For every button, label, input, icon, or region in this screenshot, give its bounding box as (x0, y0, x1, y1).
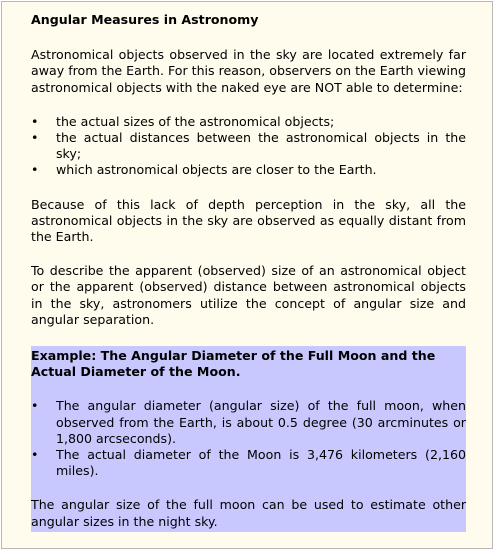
list-item (31, 162, 466, 178)
content-panel (1, 1, 493, 549)
bullet-icon: • (31, 113, 39, 129)
list-item (31, 398, 466, 447)
list-item-text: The actual diameter of the Moon is 3,476 kilometers (2,160 miles). (56, 447, 466, 479)
list-item (31, 447, 466, 479)
list-item (31, 130, 466, 162)
list-item-text: the actual distances between the astronomical objects in the sky; (56, 130, 466, 162)
limitations-list (31, 114, 466, 179)
example-title: Example: The Angular Diameter of the Full Moon and the Actual Diameter of the Moon. (31, 348, 436, 380)
intro-paragraph: Astronomical objects observed in the sky are located extremely far away from the Earth. For this reason, observers on the Earth viewing astronomical objects with the naked eye are NOT able to determine: (31, 47, 466, 95)
example-closing-paragraph: The angular size of the full moon can be used to estimate other angular sizes in the night sky. (31, 497, 466, 529)
article (31, 12, 466, 532)
list-item-text: the actual sizes of the astronomical objects; (56, 113, 335, 129)
list-item (31, 114, 466, 130)
depth-perception-paragraph: Because of this lack of depth perception in the sky, all the astronomical objects in the sky are observed as equally distant from the Earth. (31, 196, 466, 245)
page-title: Angular Measures in Astronomy (31, 12, 259, 27)
example-list (31, 398, 466, 497)
bullet-icon: • (31, 447, 39, 463)
list-item-text: which astronomical objects are closer to the Earth. (56, 162, 377, 178)
angular-size-paragraph: To describe the apparent (observed) size of an astronomical object or the apparent (observed) distance between astronomical objects in the sky, astronomers utilize the concept of angular size and angular separation. (31, 263, 466, 327)
bullet-icon: • (31, 162, 39, 178)
bullet-icon: • (31, 130, 39, 146)
list-item-text: The angular diameter (angular size) of the full moon, when observed from the Earth, is about 0.5 degree (30 arcminutes or 1,800 arcseconds). (56, 398, 466, 446)
bullet-icon: • (31, 398, 39, 414)
example-box (31, 346, 466, 532)
